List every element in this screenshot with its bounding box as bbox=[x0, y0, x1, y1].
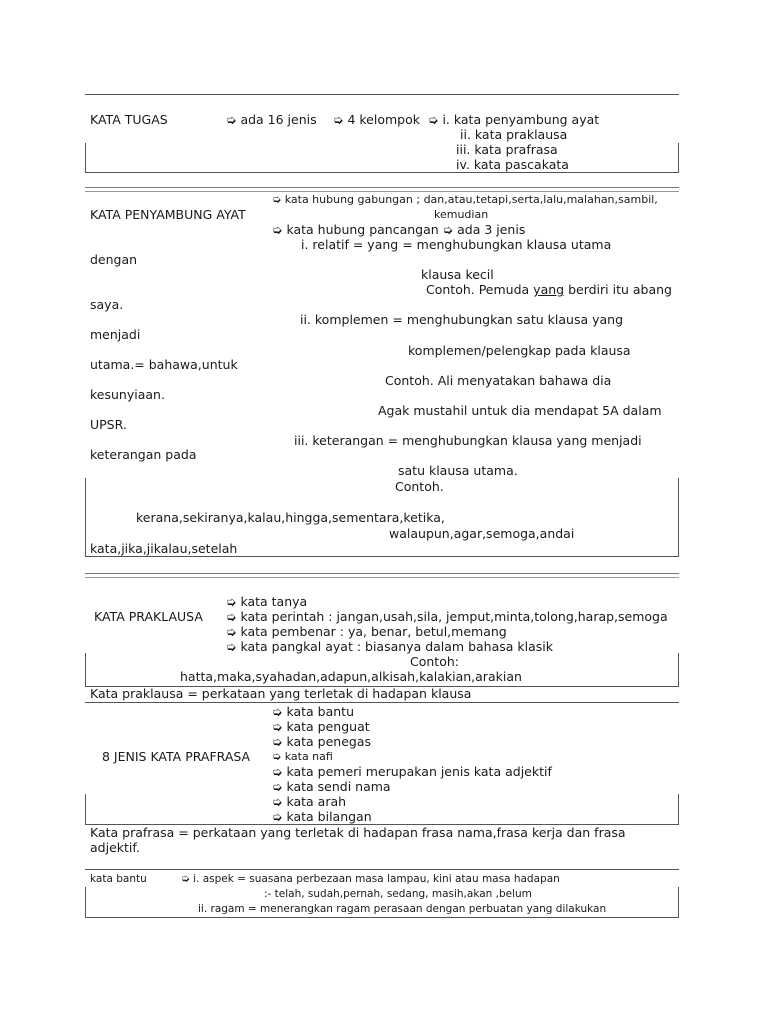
kata-bantu-title: kata bantu bbox=[90, 873, 147, 885]
komplemen-example: Agak mustahil untuk dia mendapat 5A dalam bbox=[378, 403, 662, 418]
kata-tugas-item: ➭ i. kata penyambung ayat bbox=[428, 112, 600, 127]
divider bbox=[85, 556, 679, 557]
praklausa-example: hatta,maka,syahadan,adapun,alkisah,kalakian,arakian bbox=[180, 669, 522, 684]
kata-bantu-ragam: ii. ragam = menerangkan ragam perasaan dengan perbuatan yang dilakukan bbox=[198, 903, 607, 915]
komplemen-wrap: utama.= bahawa,untuk bbox=[90, 357, 238, 372]
prafrasa-item: ➭ kata sendi nama bbox=[272, 779, 391, 794]
prafrasa-item: ➭ kata nafi bbox=[272, 750, 333, 763]
keterangan-examples: kerana,sekiranya,kalau,hingga,sementara,ketika, bbox=[136, 510, 445, 525]
keterangan-examples: kata,jika,jikalau,setelah bbox=[90, 541, 238, 556]
kata-bantu-aspek-examples: :- telah, sudah,pernah, sedang, masih,akan ,belum bbox=[264, 888, 532, 900]
praklausa-item: ➭ kata tanya bbox=[226, 594, 308, 609]
kata-tugas-title: KATA TUGAS bbox=[90, 112, 168, 127]
relatif-line: i. relatif = yang = menghubungkan klausa utama bbox=[301, 237, 612, 252]
kata-bantu-aspek: ➭ i. aspek = suasana perbezaan masa lampau, kini atau masa hadapan bbox=[181, 873, 560, 885]
box-border-left bbox=[85, 653, 86, 686]
komplemen-wrap: menjadi bbox=[90, 327, 141, 342]
box-border-right bbox=[678, 887, 679, 917]
example-underlined: yang bbox=[533, 282, 565, 297]
prafrasa-definition: adjektif. bbox=[90, 840, 140, 855]
example-text: Contoh. Pemuda bbox=[426, 282, 534, 297]
praklausa-definition: Kata praklausa = perkataan yang terletak di hadapan klausa bbox=[90, 686, 472, 701]
divider bbox=[85, 172, 679, 173]
kata-tugas-item: ii. kata praklausa bbox=[460, 127, 568, 142]
prafrasa-item: ➭ kata penegas bbox=[272, 734, 372, 749]
komplemen-example-wrap: UPSR. bbox=[90, 417, 127, 432]
komplemen-line: komplemen/pelengkap pada klausa bbox=[408, 343, 631, 358]
komplemen-example: Contoh. Ali menyatakan bahawa dia bbox=[385, 373, 612, 388]
prafrasa-item: ➭ kata pemeri merupakan jenis kata adjektif bbox=[272, 764, 552, 779]
box-border-left bbox=[85, 478, 86, 556]
relatif-wrap: dengan bbox=[90, 252, 138, 267]
box-border-left bbox=[85, 887, 86, 917]
praklausa-item: ➭ kata pangkal ayat : biasanya dalam bahasa klasik bbox=[226, 639, 554, 654]
relatif-example-wrap: saya. bbox=[90, 297, 124, 312]
box-border-right bbox=[678, 653, 679, 686]
kata-hubung-gabungan: ➭ kata hubung gabungan ; dan,atau,tetapi,serta,lalu,malahan,sambil, bbox=[272, 193, 658, 206]
komplemen-example-wrap: kesunyiaan. bbox=[90, 387, 165, 402]
praklausa-contoh-label: Contoh: bbox=[410, 654, 459, 669]
relatif-example bbox=[426, 282, 672, 297]
keterangan-examples: walaupun,agar,semoga,andai bbox=[389, 526, 575, 541]
divider bbox=[85, 573, 679, 578]
kata-hubung-gabungan-cont: kemudian bbox=[434, 208, 489, 221]
komplemen-line: ii. komplemen = menghubungkan satu klausa yang bbox=[300, 312, 623, 327]
kata-tugas-count: ➭ ada 16 jenis bbox=[226, 112, 317, 127]
divider bbox=[85, 94, 679, 95]
box-border-right bbox=[678, 143, 679, 172]
praklausa-item: ➭ kata perintah : jangan,usah,sila, jemput,minta,tolong,harap,semoga bbox=[226, 609, 668, 624]
keterangan-wrap: keterangan pada bbox=[90, 447, 197, 462]
prafrasa-item: ➭ kata bilangan bbox=[272, 809, 372, 824]
kata-penyambung-ayat-title: KATA PENYAMBUNG AYAT bbox=[90, 207, 246, 222]
kata-tugas-groups: ➭ 4 kelompok bbox=[333, 112, 420, 127]
kata-tugas-item: iii. kata prafrasa bbox=[456, 142, 558, 157]
box-border-right bbox=[678, 794, 679, 824]
kata-praklausa-title: KATA PRAKLAUSA bbox=[94, 609, 203, 624]
divider bbox=[85, 702, 679, 703]
keterangan-line: satu klausa utama. bbox=[398, 463, 518, 478]
box-border-right bbox=[678, 478, 679, 556]
prafrasa-item: ➭ kata arah bbox=[272, 794, 347, 809]
divider bbox=[85, 869, 679, 870]
divider bbox=[85, 917, 679, 918]
relatif-line: klausa kecil bbox=[421, 267, 494, 282]
kata-hubung-pancangan: ➭ kata hubung pancangan ➭ ada 3 jenis bbox=[272, 222, 526, 237]
example-text: berdiri itu abang bbox=[564, 282, 672, 297]
keterangan-example-label: Contoh. bbox=[395, 479, 444, 494]
praklausa-item: ➭ kata pembenar : ya, benar, betul,memang bbox=[226, 624, 507, 639]
box-border-left bbox=[85, 143, 86, 172]
keterangan-line: iii. keterangan = menghubungkan klausa yang menjadi bbox=[294, 433, 642, 448]
prafrasa-item: ➭ kata penguat bbox=[272, 719, 370, 734]
box-border-left bbox=[85, 794, 86, 824]
prafrasa-title: 8 JENIS KATA PRAFRASA bbox=[102, 749, 251, 764]
prafrasa-definition: Kata prafrasa = perkataan yang terletak di hadapan frasa nama,frasa kerja dan frasa bbox=[90, 825, 626, 840]
kata-tugas-item: iv. kata pascakata bbox=[456, 157, 569, 172]
prafrasa-item: ➭ kata bantu bbox=[272, 704, 355, 719]
